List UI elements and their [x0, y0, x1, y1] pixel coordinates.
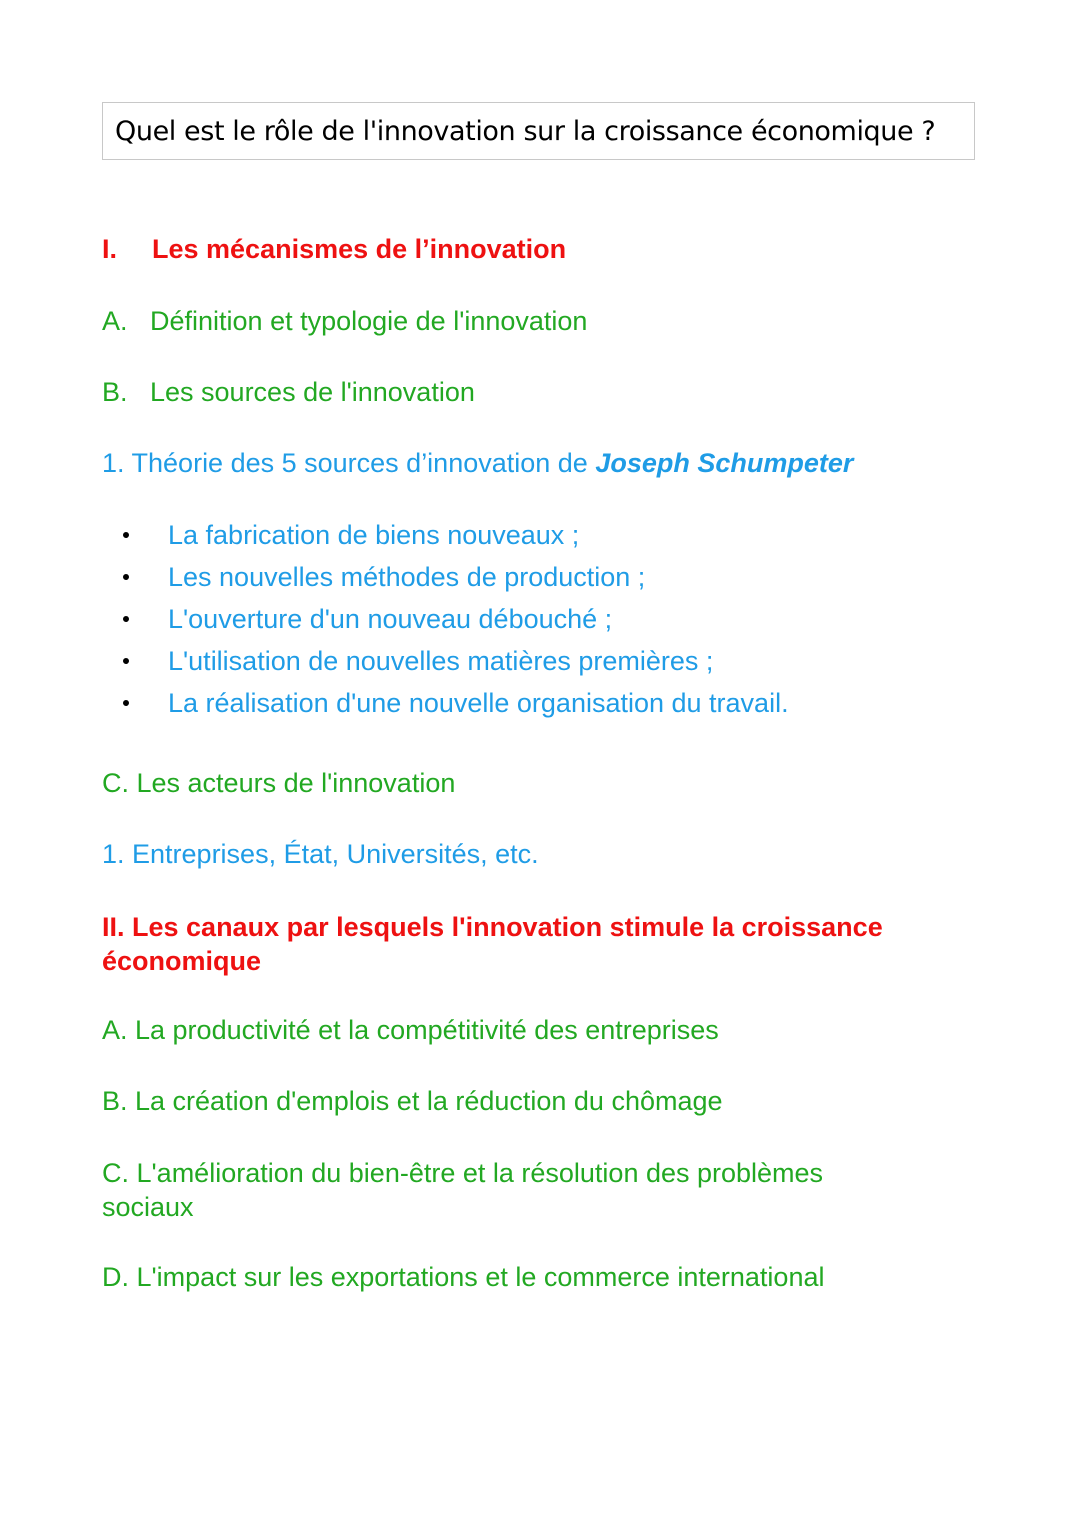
list-item-text: L'utilisation de nouvelles matières premières ;	[168, 646, 714, 676]
section-2d-heading: D. L'impact sur les exportations et le commerce international	[102, 1262, 825, 1292]
part2-heading: II. Les canaux par lesquels l'innovation stimule la croissance économique	[102, 912, 883, 976]
bullet-icon	[123, 532, 129, 538]
list-item-text: La fabrication de biens nouveaux ;	[168, 520, 580, 550]
list-item	[102, 600, 789, 642]
part1-title: Les mécanismes de l’innovation	[152, 234, 567, 264]
bullet-icon	[123, 658, 129, 664]
section-1b-letter: B.	[102, 377, 128, 407]
section-2b-heading: B. La création d'emplois et la réduction du chômage	[102, 1086, 723, 1116]
subsection-1b1-prefix: 1. Théorie des 5 sources d’innovation de	[102, 448, 596, 478]
part1-number: I.	[102, 234, 118, 264]
list-item-text: Les nouvelles méthodes de production ;	[168, 562, 646, 592]
section-1b-title: Les sources de l'innovation	[150, 377, 475, 407]
schumpeter-sources-list	[102, 516, 789, 726]
bullet-icon	[123, 574, 129, 580]
section-1b-heading	[102, 377, 475, 408]
question-box	[102, 102, 975, 160]
author-name: Joseph Schumpeter	[595, 448, 854, 478]
subsection-1c1-heading: 1. Entreprises, État, Universités, etc.	[102, 839, 539, 869]
question-text: Quel est le rôle de l'innovation sur la croissance économique ?	[115, 116, 936, 147]
section-1a-title: Définition et typologie de l'innovation	[150, 306, 588, 336]
list-item	[102, 642, 789, 684]
list-item	[102, 516, 789, 558]
list-item-text: L'ouverture d'un nouveau débouché ;	[168, 604, 613, 634]
list-item	[102, 558, 789, 600]
bullet-icon	[123, 616, 129, 622]
bullet-icon	[123, 700, 129, 706]
section-1a-heading	[102, 306, 587, 337]
list-item	[102, 684, 789, 726]
section-1c-heading: C. Les acteurs de l'innovation	[102, 768, 456, 798]
section-2c-heading: C. L'amélioration du bien-être et la résolution des problèmes sociaux	[102, 1158, 824, 1222]
part1-heading	[102, 234, 566, 265]
section-2a-heading: A. La productivité et la compétitivité des entreprises	[102, 1015, 719, 1045]
subsection-1b1-heading	[102, 448, 853, 479]
section-1a-letter: A.	[102, 306, 128, 336]
list-item-text: La réalisation d'une nouvelle organisation du travail.	[168, 688, 789, 718]
